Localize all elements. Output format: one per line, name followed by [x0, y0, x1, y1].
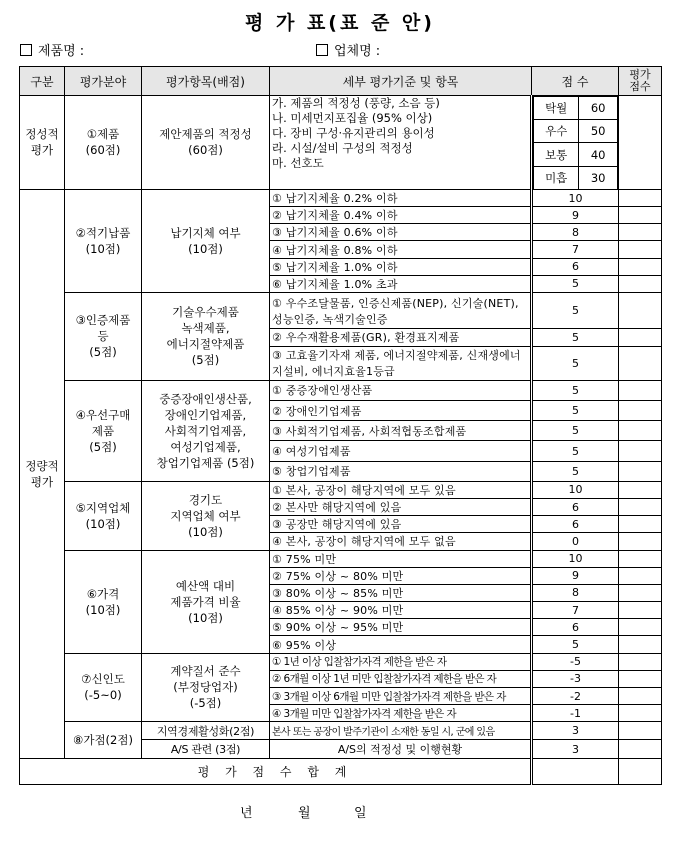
item-line: 지역업체 여부	[170, 508, 241, 523]
score-value: 5	[532, 461, 619, 481]
criteria-row	[20, 189, 662, 206]
criteria-row	[20, 653, 662, 670]
header-row	[20, 67, 662, 96]
score-value: 6	[532, 499, 619, 516]
score-value: 5	[532, 380, 619, 400]
eval-score-cell[interactable]	[619, 207, 662, 224]
criteria-text: ① 1년 이상 입찰참가자격 제한을 받은 자	[270, 653, 532, 670]
field-row	[20, 40, 660, 60]
criteria-text: ② 납기지체율 0.4% 이하	[270, 207, 532, 224]
eval-score-cell[interactable]	[619, 687, 662, 704]
company-checkbox[interactable]	[316, 44, 328, 56]
bonus-criteria: A/S의 적정성 및 이행현황	[270, 740, 532, 758]
company-name-label: 업체명 :	[334, 44, 381, 59]
qualitative-item-name: 제안제품의 적정성	[159, 127, 252, 142]
eval-score-cell[interactable]	[619, 533, 662, 550]
date-year: 년	[240, 806, 253, 821]
grade-row	[534, 120, 618, 143]
criteria-text: ① 본사, 공장이 해당지역에 모두 있음	[270, 481, 532, 498]
criteria-text: ① 납기지체율 0.2% 이하	[270, 189, 532, 206]
total-eval-score[interactable]	[619, 758, 662, 784]
item-line: 납기지체 여부	[170, 225, 241, 240]
header-area: 평가분야	[65, 67, 142, 96]
eval-score-cell[interactable]	[619, 461, 662, 481]
quantitative-group-line2: 평가	[30, 474, 54, 489]
qualitative-group-line1: 정성적	[25, 127, 59, 142]
grade-scores	[532, 96, 619, 190]
score-value: 6	[532, 516, 619, 533]
score-value: 9	[532, 207, 619, 224]
score-value: 7	[532, 602, 619, 619]
eval-score-cell[interactable]	[619, 96, 662, 190]
criteria-text: ② 75% 이상 ~ 80% 미만	[270, 567, 532, 584]
item-cell	[142, 481, 270, 550]
item-line: 창업기업제품 (5점)	[156, 455, 255, 470]
header-criteria: 세부 평가기준 및 항목	[270, 67, 532, 96]
grade-row	[534, 97, 618, 120]
area-line: 등	[97, 329, 109, 344]
grade-value: 60	[579, 97, 618, 120]
score-value: 0	[532, 533, 619, 550]
qualitative-group	[20, 96, 65, 190]
criteria-text: ② 장애인기업제품	[270, 401, 532, 421]
area-line: ⑥가격	[86, 586, 120, 601]
eval-score-cell[interactable]	[619, 584, 662, 601]
criteria-text: ② 6개월 이상 1년 미만 입찰참가자격 제한을 받은 자	[270, 670, 532, 687]
criteria-text: ② 본사만 해당지역에 있음	[270, 499, 532, 516]
item-line: 중증장애인생산품,	[159, 391, 252, 406]
eval-score-cell[interactable]	[619, 499, 662, 516]
criteria-text: ④ 85% 이상 ~ 90% 미만	[270, 602, 532, 619]
item-cell	[142, 292, 270, 380]
eval-score-cell[interactable]	[619, 258, 662, 275]
criteria-row	[20, 550, 662, 567]
qualitative-group-line2: 평가	[30, 143, 54, 158]
header-item: 평가항목(배점)	[142, 67, 270, 96]
grade-table	[533, 96, 618, 189]
criteria-text: ① 우수조달물품, 인증신제품(NEP), 신기술(NET), 성능인증, 녹색기술인증	[270, 292, 532, 328]
total-label: 평 가 점 수 합 계	[20, 758, 532, 784]
criteria-text: ③ 납기지체율 0.6% 이하	[270, 224, 532, 241]
eval-score-cell[interactable]	[619, 346, 662, 380]
score-value: 7	[532, 241, 619, 258]
criteria-text: ⑥ 95% 이상	[270, 636, 532, 653]
item-line: 에너지절약제품	[166, 337, 245, 352]
area-cell	[65, 550, 142, 653]
total-row	[20, 758, 662, 784]
criteria-text: ① 중증장애인생산품	[270, 380, 532, 400]
criteria-line: 나. 미세먼지포집율 (95% 이상)	[272, 111, 433, 125]
item-cell	[142, 653, 270, 722]
criteria-text: ④ 여성기업제품	[270, 441, 532, 461]
item-line: 여성기업제품,	[170, 439, 241, 454]
qualitative-area	[65, 96, 142, 190]
product-checkbox[interactable]	[20, 44, 32, 56]
eval-score-cell[interactable]	[619, 329, 662, 346]
eval-score-cell[interactable]	[619, 421, 662, 441]
grade-label: 미흡	[534, 166, 579, 189]
eval-score-cell[interactable]	[619, 189, 662, 206]
area-cell	[65, 380, 142, 481]
area-line: ④우선구매	[75, 407, 131, 422]
product-name-field[interactable]	[20, 40, 84, 59]
area-cell	[65, 481, 142, 550]
criteria-text: ③ 공장만 해당지역에 있음	[270, 516, 532, 533]
criteria-text: ④ 3개월 미만 입찰참가자격 제한을 받은 자	[270, 705, 532, 722]
score-value: 10	[532, 189, 619, 206]
criteria-text: ② 우수재활용제품(GR), 환경표지제품	[270, 329, 532, 346]
item-line: (부정당업자)	[173, 680, 238, 695]
area-line: ③인증제품	[75, 313, 131, 328]
eval-score-cell[interactable]	[619, 722, 662, 740]
eval-score-cell[interactable]	[619, 705, 662, 722]
eval-score-cell[interactable]	[619, 380, 662, 400]
item-line: 기술우수제품	[172, 305, 239, 320]
criteria-text: ④ 납기지체율 0.8% 이하	[270, 241, 532, 258]
eval-score-cell[interactable]	[619, 292, 662, 328]
criteria-text: ⑥ 납기지체율 1.0% 초과	[270, 275, 532, 292]
score-value: -1	[532, 705, 619, 722]
score-value: 3	[532, 722, 619, 740]
criteria-line: 마. 선호도	[272, 156, 324, 170]
item-line: 계약질서 준수	[170, 664, 241, 679]
header-score: 점 수	[532, 67, 619, 96]
eval-score-cell[interactable]	[619, 619, 662, 636]
grade-value: 30	[579, 166, 618, 189]
score-value: 5	[532, 329, 619, 346]
item-cell	[142, 380, 270, 481]
grade-label: 보통	[534, 143, 579, 166]
score-value: 5	[532, 441, 619, 461]
header-eval-score	[619, 67, 662, 96]
qualitative-area-points: (60점)	[85, 143, 121, 158]
area-line: ⑤지역업체	[75, 500, 131, 515]
item-cell	[142, 550, 270, 653]
area-line: (10점)	[85, 602, 121, 617]
quantitative-group-line1: 정량적	[25, 458, 59, 473]
item-line: 제품가격 비율	[170, 594, 241, 609]
item-line: (10점)	[188, 524, 223, 539]
header-category: 구분	[20, 67, 65, 96]
item-line: 장애인기업제품,	[164, 407, 247, 422]
eval-score-cell[interactable]	[619, 740, 662, 758]
eval-score-cell[interactable]	[619, 241, 662, 258]
qualitative-item-points: (60점)	[188, 143, 223, 158]
area-line: (10점)	[85, 516, 121, 531]
area-line: 제품	[91, 423, 115, 438]
criteria-line: 다. 장비 구성·유지관리의 용이성	[272, 126, 435, 140]
criteria-line: 가. 제품의 적정성 (풍량, 소음 등)	[272, 96, 440, 110]
criteria-text: ⑤ 창업기업제품	[270, 461, 532, 481]
score-value: -5	[532, 653, 619, 670]
page-title: 평 가 표(표 준 안)	[245, 12, 435, 34]
date-month: 월	[298, 806, 311, 821]
company-name-field[interactable]	[316, 40, 380, 59]
grade-label: 탁월	[534, 97, 579, 120]
item-line: 경기도	[188, 492, 223, 507]
criteria-text: ③ 사회적기업제품, 사회적협동조합제품	[270, 421, 532, 441]
score-value: 5	[532, 292, 619, 328]
quantitative-group	[20, 189, 65, 758]
score-value: 10	[532, 550, 619, 567]
item-line: 예산액 대비	[175, 578, 236, 593]
eval-score-cell[interactable]	[619, 275, 662, 292]
score-value: 5	[532, 421, 619, 441]
grade-row	[534, 166, 618, 189]
criteria-text: ③ 고효율기자재 제품, 에너지절약제품, 신재생에너지설비, 에너지효율1등급	[270, 346, 532, 380]
score-value: 6	[532, 258, 619, 275]
criteria-text: ① 75% 미만	[270, 550, 532, 567]
eval-score-cell[interactable]	[619, 224, 662, 241]
eval-score-cell[interactable]	[619, 567, 662, 584]
bonus-area: ⑧가점(2점)	[65, 722, 142, 758]
score-value: 8	[532, 584, 619, 601]
qualitative-item	[142, 96, 270, 190]
score-value: 3	[532, 740, 619, 758]
eval-score-cell[interactable]	[619, 441, 662, 461]
bonus-item: A/S 관련 (3점)	[142, 740, 270, 758]
score-value: -3	[532, 670, 619, 687]
grade-row	[534, 143, 618, 166]
score-value: -2	[532, 687, 619, 704]
score-value: 5	[532, 401, 619, 421]
item-line: (-5점)	[189, 696, 222, 711]
area-cell	[65, 292, 142, 380]
total-score-blank	[532, 758, 619, 784]
criteria-row	[20, 380, 662, 400]
eval-score-cell[interactable]	[619, 653, 662, 670]
criteria-text: ③ 3개월 이상 6개월 미만 입찰참가자격 제한을 받은 자	[270, 687, 532, 704]
product-name-label: 제품명 :	[38, 44, 85, 59]
area-line: ②적기납품	[75, 225, 131, 240]
area-cell	[65, 653, 142, 722]
grade-label: 우수	[534, 120, 579, 143]
criteria-row	[20, 292, 662, 328]
eval-score-cell[interactable]	[619, 481, 662, 498]
criteria-text: ③ 80% 이상 ~ 85% 미만	[270, 584, 532, 601]
grade-value: 50	[579, 120, 618, 143]
item-line: 사회적기업제품,	[164, 423, 247, 438]
item-line: (10점)	[188, 610, 223, 625]
area-line: (5점)	[89, 439, 117, 454]
score-value: 9	[532, 567, 619, 584]
area-line: ⑦신인도	[81, 672, 125, 687]
score-value: 10	[532, 481, 619, 498]
eval-score-cell[interactable]	[619, 401, 662, 421]
bonus-row	[20, 722, 662, 740]
header-eval-line1: 평가	[629, 68, 651, 81]
area-line: (5점)	[89, 345, 117, 360]
area-line: (10점)	[85, 241, 121, 256]
eval-score-cell[interactable]	[619, 670, 662, 687]
eval-score-cell[interactable]	[619, 550, 662, 567]
date-day: 일	[354, 806, 367, 821]
item-line: (10점)	[188, 241, 223, 256]
bonus-criteria: 본사 또는 공장이 발주기관이 소재한 동일 시, 군에 있음	[270, 722, 532, 740]
score-value: 5	[532, 275, 619, 292]
qualitative-area-name: ①제품	[86, 127, 120, 142]
area-cell	[65, 189, 142, 292]
evaluation-table	[19, 66, 662, 785]
area-line: (-5~0)	[84, 688, 122, 703]
grade-value: 40	[579, 143, 618, 166]
bonus-item: 지역경제활성화(2점)	[142, 722, 270, 740]
criteria-text: ⑤ 90% 이상 ~ 95% 미만	[270, 619, 532, 636]
item-line: 녹색제품,	[181, 321, 230, 336]
score-value: 8	[532, 224, 619, 241]
score-value: 5	[532, 636, 619, 653]
criteria-row	[20, 481, 662, 498]
header-eval-line2: 점수	[629, 80, 651, 93]
eval-score-cell[interactable]	[619, 516, 662, 533]
qualitative-row	[20, 96, 662, 190]
eval-score-cell[interactable]	[619, 636, 662, 653]
score-value: 6	[532, 619, 619, 636]
criteria-text: ⑤ 납기지체율 1.0% 이하	[270, 258, 532, 275]
item-line: (5점)	[191, 353, 220, 368]
score-value: 5	[532, 346, 619, 380]
criteria-text: ④ 본사, 공장이 해당지역에 모두 없음	[270, 533, 532, 550]
qualitative-criteria	[270, 96, 532, 190]
criteria-line: 라. 시설/설비 구성의 적정성	[272, 141, 413, 155]
eval-score-cell[interactable]	[619, 602, 662, 619]
item-cell	[142, 189, 270, 292]
